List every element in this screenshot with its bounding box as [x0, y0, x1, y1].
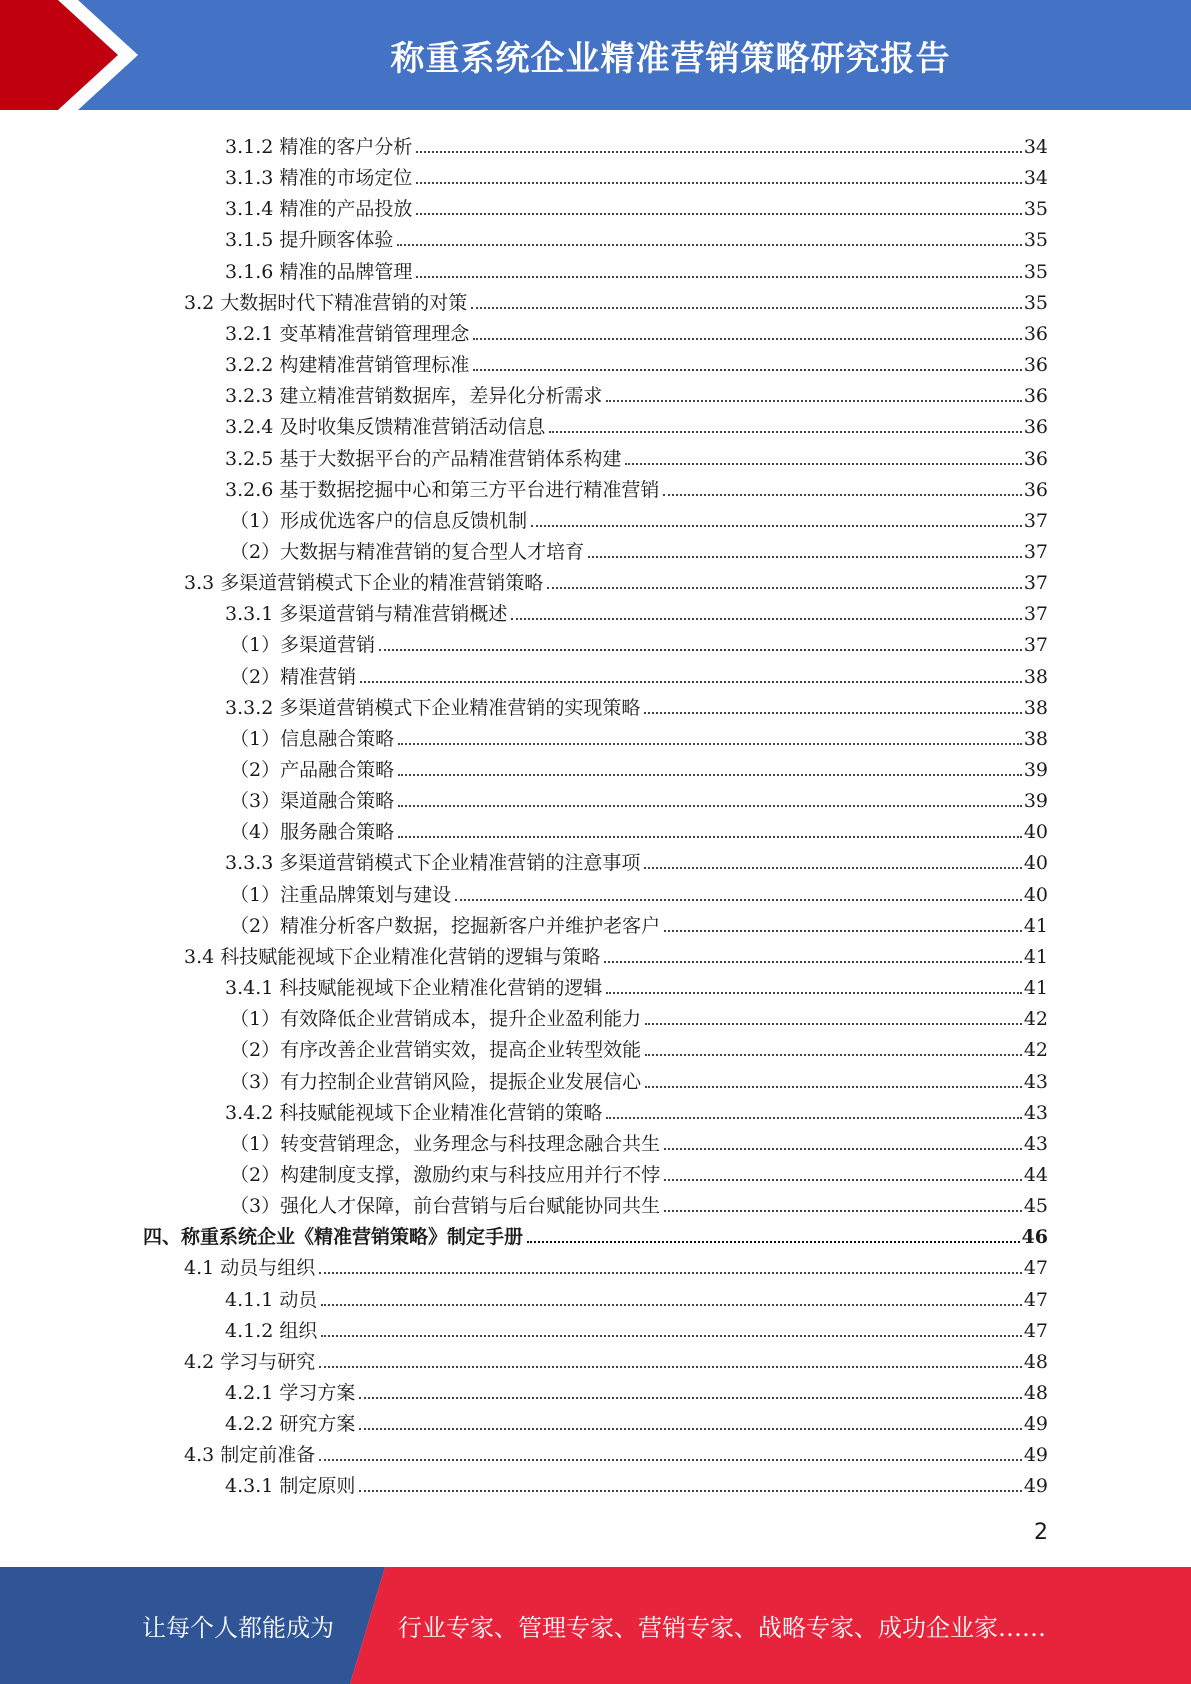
- toc-entry-title: 3.1.3 精准的市场定位: [225, 167, 413, 190]
- toc-entry-page: 34: [1023, 167, 1048, 190]
- toc-entry[interactable]: [184, 1435, 1048, 1466]
- toc-entry-page: 41: [1023, 914, 1048, 937]
- toc-entry[interactable]: [225, 1280, 1048, 1311]
- toc-entry-title: 3.2.1 变革精准营销管理理念: [225, 322, 470, 345]
- toc-entry[interactable]: [225, 127, 1048, 158]
- toc-entry[interactable]: [230, 750, 1048, 781]
- toc-entry-title: （1）多渠道营销: [230, 634, 376, 657]
- toc-entry[interactable]: [184, 937, 1048, 968]
- toc-entry-title: 4.2.1 学习方案: [225, 1382, 356, 1404]
- toc-entry[interactable]: [225, 220, 1048, 251]
- toc-entry-title: 3.2.6 基于数据挖掘中心和第三方平台进行精准营销: [225, 478, 660, 501]
- toc-entry-page: 36: [1023, 416, 1048, 439]
- toc-dot-leader: [663, 493, 1021, 496]
- toc-entry-page: 35: [1023, 198, 1048, 221]
- footer-slogan-right: 行业专家、管理专家、营销专家、战略专家、成功企业家……: [398, 1614, 1046, 1642]
- toc-entry[interactable]: [184, 1248, 1048, 1279]
- toc-entry-page: 37: [1023, 540, 1048, 563]
- toc-dot-leader: [398, 742, 1022, 745]
- toc-entry-page: 40: [1023, 852, 1048, 875]
- toc-entry-page: 36: [1023, 478, 1048, 501]
- toc-dot-leader: [547, 586, 1022, 589]
- toc-dot-leader: [664, 1178, 1022, 1181]
- toc-entry-page: 48: [1023, 1350, 1048, 1373]
- toc-entry-title: 4.1 动员与组织: [184, 1257, 316, 1280]
- toc-entry-title: 3.1.5 提升顾客体验: [225, 229, 394, 252]
- page-footer: [0, 1567, 1191, 1684]
- toc-dot-leader: [398, 804, 1022, 807]
- toc-entry[interactable]: [225, 252, 1048, 283]
- toc-dot-leader: [644, 866, 1021, 869]
- toc-dot-leader: [531, 524, 1022, 527]
- toc-entry-page: 35: [1023, 291, 1048, 314]
- toc-dot-leader: [664, 1209, 1022, 1212]
- toc-dot-leader: [604, 960, 1022, 963]
- toc-entry[interactable]: [143, 1217, 1048, 1248]
- toc-entry[interactable]: [225, 189, 1048, 220]
- toc-dot-leader: [471, 306, 1022, 309]
- toc-entry-title: 3.3.2 多渠道营销模式下企业精准营销的实现策略: [225, 696, 641, 719]
- toc-entry[interactable]: [230, 875, 1048, 906]
- chevron-red-shape: [0, 0, 118, 110]
- toc-entry-title: 3.2.3 建立精准营销数据库，差异化分析需求: [225, 385, 603, 408]
- toc-entry-title: 3.2 大数据时代下精准营销的对策: [184, 291, 468, 314]
- toc-entry[interactable]: [230, 532, 1048, 563]
- toc-entry-page: 47: [1023, 1257, 1048, 1280]
- toc-entry[interactable]: [230, 812, 1048, 843]
- toc-dot-leader: [319, 1365, 1022, 1368]
- page-header: [0, 0, 1191, 110]
- toc-entry[interactable]: [225, 1466, 1048, 1497]
- toc-dot-leader: [606, 1116, 1021, 1119]
- toc-dot-leader: [416, 275, 1021, 278]
- toc-entry-page: 37: [1023, 509, 1048, 532]
- toc-entry[interactable]: [230, 906, 1048, 937]
- toc-entry-title: 3.4.1 科技赋能视域下企业精准化营销的逻辑: [225, 977, 603, 1000]
- toc-entry-page: 37: [1023, 634, 1048, 657]
- toc-dot-leader: [416, 212, 1021, 215]
- toc-dot-leader: [359, 1427, 1021, 1430]
- toc-entry[interactable]: [230, 1186, 1048, 1217]
- toc-dot-leader: [455, 898, 1022, 901]
- toc-entry[interactable]: [225, 470, 1048, 501]
- toc-dot-leader: [606, 991, 1021, 994]
- toc-entry[interactable]: [184, 1342, 1048, 1373]
- toc-entry-page: 37: [1023, 603, 1048, 626]
- toc-entry-page: 36: [1023, 447, 1048, 470]
- toc-entry[interactable]: [225, 314, 1048, 345]
- toc-entry-page: 36: [1023, 322, 1048, 345]
- toc-entry-page: 49: [1023, 1475, 1048, 1498]
- toc-entry[interactable]: [230, 1062, 1048, 1093]
- toc-entry-page: 40: [1023, 883, 1048, 906]
- toc-entry-page: 42: [1023, 1008, 1048, 1031]
- toc-dot-leader: [527, 1240, 1020, 1243]
- toc-entry-page: 43: [1023, 1101, 1048, 1124]
- toc-entry[interactable]: [225, 594, 1048, 625]
- toc-entry-page: 47: [1023, 1319, 1048, 1342]
- toc-entry-title: 3.1.6 精准的品牌管理: [225, 260, 413, 283]
- toc-entry-page: 42: [1023, 1039, 1048, 1062]
- toc-entry-title: （1）转变营销理念，业务理念与科技理念融合共生: [230, 1132, 661, 1155]
- toc-entry-page: 38: [1023, 696, 1048, 719]
- toc-entry[interactable]: [230, 1030, 1048, 1061]
- toc-entry-title: （2）构建制度支撑，激励约束与科技应用并行不悖: [230, 1163, 661, 1186]
- toc-entry-title: 4.2.2 研究方案: [225, 1413, 356, 1436]
- toc-dot-leader: [511, 617, 1021, 620]
- toc-entry-page: 35: [1023, 229, 1048, 252]
- toc-entry-page: 46: [1021, 1226, 1048, 1249]
- toc-entry-title: 3.2.2 构建精准营销管理标准: [225, 354, 470, 377]
- toc-entry-title: （2）精准分析客户数据，挖掘新客户并维护老客户: [230, 914, 661, 937]
- toc-dot-leader: [359, 1489, 1021, 1492]
- toc-dot-leader: [549, 430, 1021, 433]
- toc-dot-leader: [398, 773, 1022, 776]
- toc-entry-title: 3.2.5 基于大数据平台的产品精准营销体系构建: [225, 447, 622, 470]
- toc-dot-leader: [379, 648, 1022, 651]
- toc-dot-leader: [606, 399, 1021, 402]
- toc-entry-title: （1）注重品牌策划与建设: [230, 883, 452, 906]
- header-chevron-decoration: [0, 0, 160, 110]
- toc-entry[interactable]: [230, 999, 1048, 1030]
- toc-entry-title: （3）有力控制企业营销风险，提振企业发展信心: [230, 1070, 642, 1093]
- toc-entry[interactable]: [184, 283, 1048, 314]
- toc-entry[interactable]: [230, 1155, 1048, 1186]
- toc-entry-page: 37: [1023, 572, 1048, 595]
- toc-entry-page: 38: [1023, 665, 1048, 688]
- toc-dot-leader: [359, 1396, 1021, 1399]
- toc-entry-title: 4.3.1 制定原则: [225, 1475, 356, 1498]
- toc-dot-leader: [321, 1334, 1021, 1337]
- footer-slogan-left: 让每个人都能成为: [142, 1614, 334, 1642]
- toc-entry[interactable]: [230, 781, 1048, 812]
- toc-entry-title: 4.3 制定前准备: [184, 1444, 316, 1467]
- toc-entry-page: 47: [1023, 1288, 1048, 1311]
- toc-dot-leader: [588, 555, 1022, 558]
- toc-entry-title: （3）强化人才保障，前台营销与后台赋能协同共生: [230, 1195, 661, 1218]
- toc-entry-title: 3.3.1 多渠道营销与精准营销概述: [225, 603, 508, 626]
- toc-entry-page: 41: [1023, 945, 1048, 968]
- toc-entry[interactable]: [230, 1124, 1048, 1155]
- toc-entry[interactable]: [230, 719, 1048, 750]
- toc-entry-title: （2）精准营销: [230, 665, 357, 688]
- toc-entry[interactable]: [230, 657, 1048, 688]
- toc-entry-title: 4.1.2 组织: [225, 1319, 318, 1342]
- toc-entry-page: 43: [1023, 1132, 1048, 1155]
- toc-entry-title: （4）服务融合策略: [230, 821, 395, 844]
- toc-entry[interactable]: [225, 345, 1048, 376]
- toc-entry[interactable]: [225, 439, 1048, 470]
- toc-entry[interactable]: [225, 407, 1048, 438]
- toc-entry[interactable]: [225, 968, 1048, 999]
- toc-entry-title: 3.1.2 精准的客户分析: [225, 136, 413, 158]
- toc-entry-page: 38: [1023, 727, 1048, 750]
- toc-dot-leader: [645, 1053, 1022, 1056]
- toc-entry-title: 3.4 科技赋能视域下企业精准化营销的逻辑与策略: [184, 945, 601, 968]
- toc-entry-title: 四、称重系统企业《精准营销策略》制定手册: [143, 1226, 524, 1249]
- toc-entry[interactable]: [225, 158, 1048, 189]
- toc-entry-page: 41: [1023, 977, 1048, 1000]
- toc-dot-leader: [397, 243, 1021, 246]
- toc-entry-title: （1）有效降低企业营销成本，提升企业盈利能力: [230, 1008, 642, 1031]
- toc-entry-page: 40: [1023, 821, 1048, 844]
- toc-entry[interactable]: [225, 843, 1048, 874]
- toc-entry-title: 4.2 学习与研究: [184, 1350, 316, 1373]
- toc-entry-title: 3.3.3 多渠道营销模式下企业精准营销的注意事项: [225, 852, 641, 875]
- toc-entry-page: 36: [1023, 385, 1048, 408]
- toc-dot-leader: [645, 1085, 1022, 1088]
- toc-entry[interactable]: [225, 688, 1048, 719]
- toc-entry-title: （1）形成优选客户的信息反馈机制: [230, 509, 528, 532]
- toc-entry-title: 3.2.4 及时收集反馈精准营销活动信息: [225, 416, 546, 439]
- toc-entry-page: 39: [1023, 790, 1048, 813]
- toc-entry-page: 43: [1023, 1070, 1048, 1093]
- toc-dot-leader: [319, 1271, 1022, 1274]
- toc-dot-leader: [319, 1458, 1022, 1461]
- toc-entry[interactable]: [225, 1373, 1048, 1404]
- toc-entry-title: 3.1.4 精准的产品投放: [225, 198, 413, 221]
- toc-entry-page: 34: [1023, 136, 1048, 158]
- toc-dot-leader: [625, 462, 1021, 465]
- toc-entry-page: 49: [1023, 1444, 1048, 1467]
- toc-entry-page: 44: [1023, 1163, 1048, 1186]
- toc-entry-page: 35: [1023, 260, 1048, 283]
- toc-entry-title: （1）信息融合策略: [230, 727, 395, 750]
- toc-dot-leader: [473, 368, 1021, 371]
- toc-entry-page: 45: [1023, 1195, 1048, 1218]
- toc-entry[interactable]: [225, 1311, 1048, 1342]
- toc-entry[interactable]: [225, 1404, 1048, 1435]
- toc-dot-leader: [644, 711, 1021, 714]
- toc-entry-title: 4.1.1 动员: [225, 1288, 318, 1311]
- page-number: 2: [1034, 1520, 1048, 1545]
- toc-entry[interactable]: [230, 625, 1048, 656]
- toc-entry-page: 36: [1023, 354, 1048, 377]
- report-title: 称重系统企业精准营销策略研究报告: [390, 38, 951, 79]
- toc-entry-page: 49: [1023, 1413, 1048, 1436]
- toc-entry-title: （2）产品融合策略: [230, 759, 395, 781]
- toc-entry-page: 39: [1023, 759, 1048, 781]
- toc-dot-leader: [664, 929, 1022, 932]
- toc-dot-leader: [416, 150, 1021, 153]
- toc-entry[interactable]: [225, 376, 1048, 407]
- toc-dot-leader: [664, 1147, 1022, 1150]
- toc-entry-title: （2）大数据与精准营销的复合型人才培育: [230, 540, 585, 563]
- toc-dot-leader: [360, 680, 1022, 683]
- toc-dot-leader: [416, 181, 1021, 184]
- toc-entry-title: （3）渠道融合策略: [230, 790, 395, 813]
- toc-entry-page: 48: [1023, 1382, 1048, 1404]
- toc-entry-title: （2）有序改善企业营销实效，提高企业转型效能: [230, 1039, 642, 1062]
- toc-dot-leader: [398, 835, 1022, 838]
- toc-dot-leader: [645, 1022, 1022, 1025]
- toc-entry[interactable]: [230, 501, 1048, 532]
- toc-dot-leader: [473, 337, 1021, 340]
- toc-entry[interactable]: [225, 1093, 1048, 1124]
- toc-entry-title: 3.3 多渠道营销模式下企业的精准营销策略: [184, 572, 544, 595]
- toc-entry-title: 3.4.2 科技赋能视域下企业精准化营销的策略: [225, 1101, 603, 1124]
- toc-entry[interactable]: [184, 563, 1048, 594]
- toc-dot-leader: [321, 1303, 1021, 1306]
